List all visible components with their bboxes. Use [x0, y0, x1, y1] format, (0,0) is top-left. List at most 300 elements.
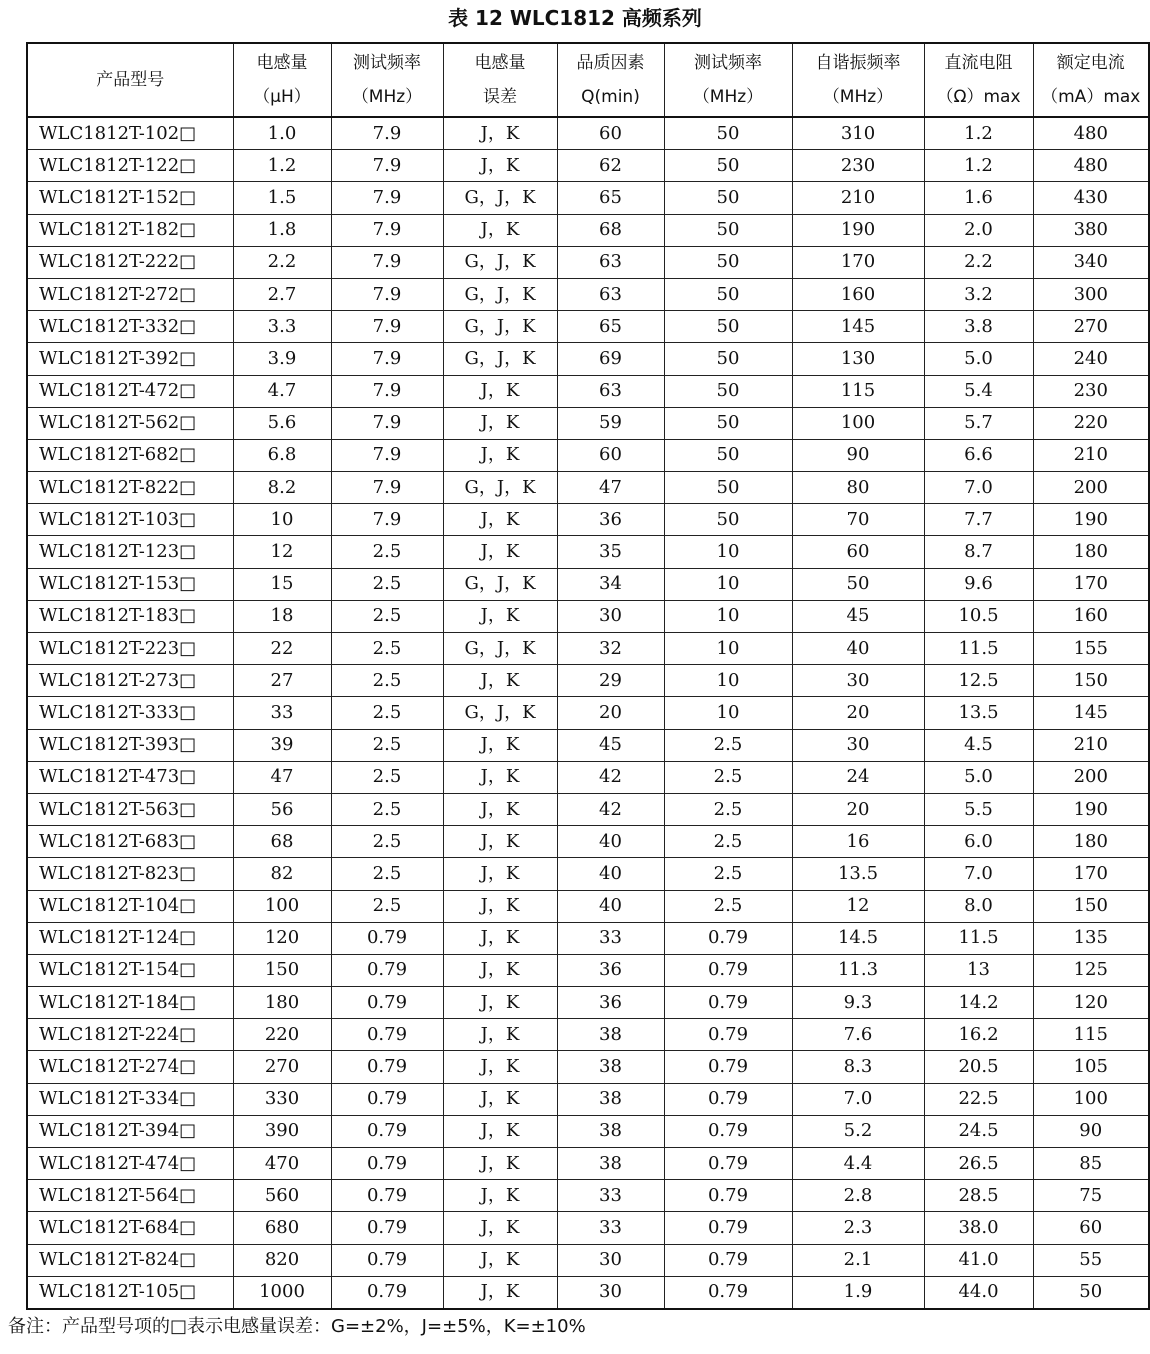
- table-row: [27, 922, 1149, 954]
- cell-test-freq-l: 7.9: [331, 375, 443, 407]
- cell-test-freq-l: 7.9: [331, 311, 443, 343]
- cell-q-min: 68: [557, 214, 664, 246]
- table-row: [27, 117, 1149, 150]
- cell-dcr: 6.0: [924, 826, 1033, 858]
- cell-test-freq-l: 7.9: [331, 504, 443, 536]
- cell-q-min: 33: [557, 1180, 664, 1212]
- cell-rated-current: 55: [1033, 1244, 1149, 1276]
- cell-q-min: 32: [557, 633, 664, 665]
- cell-inductance: 2.7: [233, 278, 331, 310]
- cell-test-freq-q: 50: [664, 343, 792, 375]
- cell-q-min: 47: [557, 472, 664, 504]
- cell-test-freq-l: 0.79: [331, 987, 443, 1019]
- cell-inductance: 1.0: [233, 117, 331, 150]
- cell-model: WLC1812T-273□: [27, 665, 233, 697]
- cell-inductance: 330: [233, 1083, 331, 1115]
- cell-dcr: 5.0: [924, 761, 1033, 793]
- cell-inductance: 15: [233, 568, 331, 600]
- cell-tolerance: J，K: [443, 826, 557, 858]
- cell-srf: 230: [792, 150, 924, 182]
- cell-dcr: 20.5: [924, 1051, 1033, 1083]
- cell-rated-current: 115: [1033, 1019, 1149, 1051]
- cell-q-min: 38: [557, 1083, 664, 1115]
- cell-tolerance: J，K: [443, 729, 557, 761]
- cell-model: WLC1812T-562□: [27, 407, 233, 439]
- cell-inductance: 3.9: [233, 343, 331, 375]
- table-row: [27, 1051, 1149, 1083]
- cell-tolerance: J，K: [443, 1212, 557, 1244]
- cell-q-min: 60: [557, 117, 664, 150]
- cell-tolerance: J，K: [443, 1244, 557, 1276]
- cell-test-freq-l: 2.5: [331, 665, 443, 697]
- cell-model: WLC1812T-394□: [27, 1115, 233, 1147]
- cell-dcr: 8.7: [924, 536, 1033, 568]
- cell-rated-current: 170: [1033, 858, 1149, 890]
- footnote: 备注：产品型号项的□表示电感量误差：G=±2%，J=±5%，K=±10%: [8, 1316, 586, 1337]
- cell-tolerance: J，K: [443, 1019, 557, 1051]
- cell-inductance: 1.2: [233, 150, 331, 182]
- cell-rated-current: 190: [1033, 504, 1149, 536]
- cell-dcr: 14.2: [924, 987, 1033, 1019]
- cell-dcr: 11.5: [924, 922, 1033, 954]
- cell-test-freq-q: 0.79: [664, 922, 792, 954]
- cell-tolerance: J，K: [443, 375, 557, 407]
- cell-test-freq-l: 2.5: [331, 697, 443, 729]
- table-row: [27, 536, 1149, 568]
- cell-tolerance: G，J，K: [443, 246, 557, 278]
- cell-tolerance: J，K: [443, 600, 557, 632]
- cell-inductance: 39: [233, 729, 331, 761]
- table-row: [27, 375, 1149, 407]
- cell-rated-current: 120: [1033, 987, 1149, 1019]
- cell-tolerance: J，K: [443, 858, 557, 890]
- cell-srf: 40: [792, 633, 924, 665]
- cell-dcr: 11.5: [924, 633, 1033, 665]
- cell-srf: 70: [792, 504, 924, 536]
- cell-model: WLC1812T-822□: [27, 472, 233, 504]
- cell-test-freq-l: 0.79: [331, 1276, 443, 1309]
- cell-model: WLC1812T-154□: [27, 954, 233, 986]
- cell-tolerance: G，J，K: [443, 633, 557, 665]
- cell-srf: 4.4: [792, 1148, 924, 1180]
- cell-dcr: 5.5: [924, 793, 1033, 825]
- cell-test-freq-l: 2.5: [331, 600, 443, 632]
- cell-test-freq-l: 2.5: [331, 633, 443, 665]
- header-tolerance: 电感量 误差: [443, 43, 557, 117]
- cell-inductance: 6.8: [233, 439, 331, 471]
- cell-rated-current: 230: [1033, 375, 1149, 407]
- cell-inductance: 2.2: [233, 246, 331, 278]
- cell-test-freq-q: 2.5: [664, 858, 792, 890]
- cell-rated-current: 155: [1033, 633, 1149, 665]
- cell-srf: 9.3: [792, 987, 924, 1019]
- cell-srf: 2.3: [792, 1212, 924, 1244]
- cell-inductance: 680: [233, 1212, 331, 1244]
- cell-inductance: 270: [233, 1051, 331, 1083]
- header-q-min: 品质因素 Q(min): [557, 43, 664, 117]
- cell-rated-current: 270: [1033, 311, 1149, 343]
- cell-srf: 80: [792, 472, 924, 504]
- cell-model: WLC1812T-104□: [27, 890, 233, 922]
- cell-q-min: 63: [557, 375, 664, 407]
- cell-test-freq-q: 2.5: [664, 793, 792, 825]
- cell-rated-current: 300: [1033, 278, 1149, 310]
- table-row: [27, 1212, 1149, 1244]
- table-row: [27, 278, 1149, 310]
- cell-dcr: 3.8: [924, 311, 1033, 343]
- cell-model: WLC1812T-222□: [27, 246, 233, 278]
- table-row: [27, 697, 1149, 729]
- cell-model: WLC1812T-102□: [27, 117, 233, 150]
- table-title: 表 12 WLC1812 高频系列: [448, 6, 702, 30]
- cell-rated-current: 100: [1033, 1083, 1149, 1115]
- cell-inductance: 470: [233, 1148, 331, 1180]
- cell-rated-current: 200: [1033, 761, 1149, 793]
- cell-srf: 20: [792, 697, 924, 729]
- cell-q-min: 38: [557, 1148, 664, 1180]
- cell-q-min: 42: [557, 793, 664, 825]
- table-row: [27, 439, 1149, 471]
- cell-test-freq-l: 2.5: [331, 761, 443, 793]
- cell-tolerance: J，K: [443, 1276, 557, 1309]
- cell-inductance: 150: [233, 954, 331, 986]
- cell-model: WLC1812T-682□: [27, 439, 233, 471]
- cell-rated-current: 150: [1033, 890, 1149, 922]
- cell-srf: 190: [792, 214, 924, 246]
- cell-srf: 130: [792, 343, 924, 375]
- table-row: [27, 1244, 1149, 1276]
- cell-dcr: 7.7: [924, 504, 1033, 536]
- cell-tolerance: J，K: [443, 954, 557, 986]
- cell-dcr: 5.7: [924, 407, 1033, 439]
- cell-test-freq-l: 2.5: [331, 729, 443, 761]
- cell-inductance: 180: [233, 987, 331, 1019]
- cell-tolerance: J，K: [443, 504, 557, 536]
- header-test-freq-q: 测试频率 （MHz）: [664, 43, 792, 117]
- cell-q-min: 34: [557, 568, 664, 600]
- cell-inductance: 22: [233, 633, 331, 665]
- cell-q-min: 38: [557, 1115, 664, 1147]
- cell-test-freq-q: 0.79: [664, 1276, 792, 1309]
- cell-test-freq-l: 2.5: [331, 536, 443, 568]
- table-row: [27, 246, 1149, 278]
- cell-model: WLC1812T-124□: [27, 922, 233, 954]
- cell-inductance: 18: [233, 600, 331, 632]
- cell-test-freq-q: 50: [664, 375, 792, 407]
- cell-inductance: 47: [233, 761, 331, 793]
- cell-tolerance: J，K: [443, 407, 557, 439]
- cell-test-freq-q: 50: [664, 150, 792, 182]
- cell-model: WLC1812T-184□: [27, 987, 233, 1019]
- cell-test-freq-l: 0.79: [331, 1180, 443, 1212]
- cell-model: WLC1812T-333□: [27, 697, 233, 729]
- cell-model: WLC1812T-684□: [27, 1212, 233, 1244]
- cell-rated-current: 75: [1033, 1180, 1149, 1212]
- cell-test-freq-q: 0.79: [664, 1083, 792, 1115]
- cell-dcr: 6.6: [924, 439, 1033, 471]
- cell-test-freq-q: 10: [664, 697, 792, 729]
- table-row: [27, 504, 1149, 536]
- table-row: [27, 311, 1149, 343]
- cell-inductance: 27: [233, 665, 331, 697]
- cell-test-freq-q: 10: [664, 536, 792, 568]
- cell-test-freq-l: 0.79: [331, 1115, 443, 1147]
- cell-model: WLC1812T-472□: [27, 375, 233, 407]
- cell-inductance: 33: [233, 697, 331, 729]
- cell-test-freq-l: 2.5: [331, 826, 443, 858]
- cell-q-min: 65: [557, 182, 664, 214]
- cell-rated-current: 180: [1033, 826, 1149, 858]
- cell-dcr: 13.5: [924, 697, 1033, 729]
- cell-test-freq-q: 0.79: [664, 1212, 792, 1244]
- cell-srf: 115: [792, 375, 924, 407]
- cell-q-min: 20: [557, 697, 664, 729]
- header-dcr: 直流电阻 （Ω）max: [924, 43, 1033, 117]
- cell-srf: 50: [792, 568, 924, 600]
- cell-test-freq-l: 0.79: [331, 1019, 443, 1051]
- cell-model: WLC1812T-153□: [27, 568, 233, 600]
- cell-model: WLC1812T-152□: [27, 182, 233, 214]
- cell-srf: 310: [792, 117, 924, 150]
- cell-model: WLC1812T-274□: [27, 1051, 233, 1083]
- cell-dcr: 16.2: [924, 1019, 1033, 1051]
- table-row: [27, 1115, 1149, 1147]
- cell-rated-current: 240: [1033, 343, 1149, 375]
- cell-q-min: 30: [557, 1276, 664, 1309]
- cell-dcr: 7.0: [924, 472, 1033, 504]
- cell-rated-current: 85: [1033, 1148, 1149, 1180]
- cell-test-freq-l: 7.9: [331, 278, 443, 310]
- table-row: [27, 182, 1149, 214]
- cell-dcr: 1.6: [924, 182, 1033, 214]
- cell-q-min: 63: [557, 246, 664, 278]
- cell-dcr: 3.2: [924, 278, 1033, 310]
- cell-q-min: 42: [557, 761, 664, 793]
- cell-q-min: 36: [557, 504, 664, 536]
- cell-model: WLC1812T-122□: [27, 150, 233, 182]
- cell-inductance: 10: [233, 504, 331, 536]
- cell-q-min: 30: [557, 1244, 664, 1276]
- cell-dcr: 2.0: [924, 214, 1033, 246]
- table-row: [27, 1148, 1149, 1180]
- cell-test-freq-q: 50: [664, 214, 792, 246]
- cell-tolerance: J，K: [443, 1148, 557, 1180]
- cell-srf: 100: [792, 407, 924, 439]
- header-rated-current: 额定电流 （mA）max: [1033, 43, 1149, 117]
- cell-tolerance: G，J，K: [443, 182, 557, 214]
- cell-rated-current: 480: [1033, 117, 1149, 150]
- cell-q-min: 65: [557, 311, 664, 343]
- cell-dcr: 1.2: [924, 150, 1033, 182]
- cell-test-freq-q: 50: [664, 504, 792, 536]
- cell-tolerance: J，K: [443, 1115, 557, 1147]
- cell-test-freq-q: 0.79: [664, 1019, 792, 1051]
- cell-srf: 30: [792, 665, 924, 697]
- cell-model: WLC1812T-392□: [27, 343, 233, 375]
- cell-q-min: 40: [557, 858, 664, 890]
- cell-inductance: 68: [233, 826, 331, 858]
- cell-model: WLC1812T-563□: [27, 793, 233, 825]
- table-row: [27, 858, 1149, 890]
- cell-q-min: 69: [557, 343, 664, 375]
- cell-test-freq-q: 0.79: [664, 1148, 792, 1180]
- cell-rated-current: 210: [1033, 729, 1149, 761]
- cell-inductance: 390: [233, 1115, 331, 1147]
- cell-test-freq-q: 50: [664, 311, 792, 343]
- table-row: [27, 633, 1149, 665]
- cell-test-freq-q: 0.79: [664, 954, 792, 986]
- cell-test-freq-q: 50: [664, 472, 792, 504]
- cell-inductance: 4.7: [233, 375, 331, 407]
- cell-test-freq-l: 0.79: [331, 1148, 443, 1180]
- cell-test-freq-l: 7.9: [331, 117, 443, 150]
- cell-model: WLC1812T-393□: [27, 729, 233, 761]
- cell-tolerance: J，K: [443, 1083, 557, 1115]
- cell-srf: 7.0: [792, 1083, 924, 1115]
- cell-model: WLC1812T-473□: [27, 761, 233, 793]
- cell-model: WLC1812T-103□: [27, 504, 233, 536]
- cell-dcr: 9.6: [924, 568, 1033, 600]
- cell-tolerance: J，K: [443, 890, 557, 922]
- cell-dcr: 44.0: [924, 1276, 1033, 1309]
- cell-test-freq-l: 7.9: [331, 246, 443, 278]
- table-row: [27, 600, 1149, 632]
- cell-tolerance: J，K: [443, 761, 557, 793]
- cell-rated-current: 135: [1033, 922, 1149, 954]
- cell-q-min: 59: [557, 407, 664, 439]
- cell-dcr: 26.5: [924, 1148, 1033, 1180]
- cell-srf: 2.8: [792, 1180, 924, 1212]
- cell-tolerance: G，J，K: [443, 311, 557, 343]
- cell-test-freq-l: 0.79: [331, 1051, 443, 1083]
- cell-test-freq-q: 10: [664, 600, 792, 632]
- cell-srf: 60: [792, 536, 924, 568]
- cell-test-freq-l: 0.79: [331, 954, 443, 986]
- header-test-freq-l: 测试频率 （MHz）: [331, 43, 443, 117]
- cell-q-min: 40: [557, 826, 664, 858]
- cell-rated-current: 200: [1033, 472, 1149, 504]
- cell-srf: 7.6: [792, 1019, 924, 1051]
- cell-test-freq-q: 0.79: [664, 1180, 792, 1212]
- cell-q-min: 36: [557, 987, 664, 1019]
- cell-test-freq-l: 2.5: [331, 568, 443, 600]
- cell-srf: 24: [792, 761, 924, 793]
- cell-test-freq-q: 10: [664, 665, 792, 697]
- cell-rated-current: 145: [1033, 697, 1149, 729]
- cell-inductance: 5.6: [233, 407, 331, 439]
- cell-q-min: 60: [557, 439, 664, 471]
- cell-test-freq-l: 2.5: [331, 858, 443, 890]
- cell-srf: 2.1: [792, 1244, 924, 1276]
- cell-tolerance: J，K: [443, 987, 557, 1019]
- cell-dcr: 41.0: [924, 1244, 1033, 1276]
- cell-tolerance: G，J，K: [443, 697, 557, 729]
- cell-test-freq-l: 7.9: [331, 343, 443, 375]
- cell-test-freq-q: 50: [664, 246, 792, 278]
- cell-dcr: 4.5: [924, 729, 1033, 761]
- cell-test-freq-q: 0.79: [664, 1051, 792, 1083]
- cell-srf: 45: [792, 600, 924, 632]
- cell-model: WLC1812T-224□: [27, 1019, 233, 1051]
- cell-model: WLC1812T-564□: [27, 1180, 233, 1212]
- header-srf: 自谐振频率 （MHz）: [792, 43, 924, 117]
- cell-q-min: 33: [557, 1212, 664, 1244]
- cell-tolerance: J，K: [443, 439, 557, 471]
- cell-rated-current: 340: [1033, 246, 1149, 278]
- cell-srf: 12: [792, 890, 924, 922]
- cell-srf: 5.2: [792, 1115, 924, 1147]
- cell-rated-current: 170: [1033, 568, 1149, 600]
- cell-model: WLC1812T-182□: [27, 214, 233, 246]
- cell-tolerance: J，K: [443, 117, 557, 150]
- cell-tolerance: J，K: [443, 1180, 557, 1212]
- cell-rated-current: 160: [1033, 600, 1149, 632]
- cell-rated-current: 180: [1033, 536, 1149, 568]
- table-row: [27, 214, 1149, 246]
- cell-inductance: 82: [233, 858, 331, 890]
- cell-inductance: 3.3: [233, 311, 331, 343]
- table-row: [27, 568, 1149, 600]
- cell-test-freq-l: 0.79: [331, 1244, 443, 1276]
- cell-tolerance: J，K: [443, 214, 557, 246]
- cell-srf: 145: [792, 311, 924, 343]
- cell-inductance: 1.8: [233, 214, 331, 246]
- cell-inductance: 8.2: [233, 472, 331, 504]
- table-row: [27, 761, 1149, 793]
- cell-test-freq-l: 2.5: [331, 793, 443, 825]
- cell-test-freq-l: 0.79: [331, 1212, 443, 1244]
- cell-model: WLC1812T-824□: [27, 1244, 233, 1276]
- cell-inductance: 100: [233, 890, 331, 922]
- cell-model: WLC1812T-474□: [27, 1148, 233, 1180]
- cell-srf: 210: [792, 182, 924, 214]
- table-row: [27, 890, 1149, 922]
- cell-test-freq-l: 0.79: [331, 1083, 443, 1115]
- cell-tolerance: G，J，K: [443, 472, 557, 504]
- table-row: [27, 665, 1149, 697]
- cell-dcr: 10.5: [924, 600, 1033, 632]
- cell-inductance: 1000: [233, 1276, 331, 1309]
- cell-model: WLC1812T-223□: [27, 633, 233, 665]
- header-row: [27, 43, 1149, 117]
- cell-srf: 170: [792, 246, 924, 278]
- cell-test-freq-q: 0.79: [664, 1115, 792, 1147]
- cell-model: WLC1812T-823□: [27, 858, 233, 890]
- cell-test-freq-l: 7.9: [331, 472, 443, 504]
- cell-rated-current: 190: [1033, 793, 1149, 825]
- cell-test-freq-l: 0.79: [331, 922, 443, 954]
- cell-srf: 11.3: [792, 954, 924, 986]
- cell-srf: 8.3: [792, 1051, 924, 1083]
- inductor-spec-table: [26, 42, 1150, 1310]
- cell-srf: 13.5: [792, 858, 924, 890]
- cell-q-min: 38: [557, 1019, 664, 1051]
- cell-rated-current: 220: [1033, 407, 1149, 439]
- cell-rated-current: 90: [1033, 1115, 1149, 1147]
- cell-test-freq-q: 50: [664, 439, 792, 471]
- table-body: [27, 117, 1149, 1309]
- table-row: [27, 954, 1149, 986]
- cell-rated-current: 480: [1033, 150, 1149, 182]
- cell-srf: 160: [792, 278, 924, 310]
- cell-test-freq-q: 2.5: [664, 826, 792, 858]
- cell-dcr: 5.0: [924, 343, 1033, 375]
- cell-test-freq-q: 0.79: [664, 987, 792, 1019]
- cell-tolerance: G，J，K: [443, 568, 557, 600]
- cell-dcr: 38.0: [924, 1212, 1033, 1244]
- cell-dcr: 5.4: [924, 375, 1033, 407]
- cell-srf: 14.5: [792, 922, 924, 954]
